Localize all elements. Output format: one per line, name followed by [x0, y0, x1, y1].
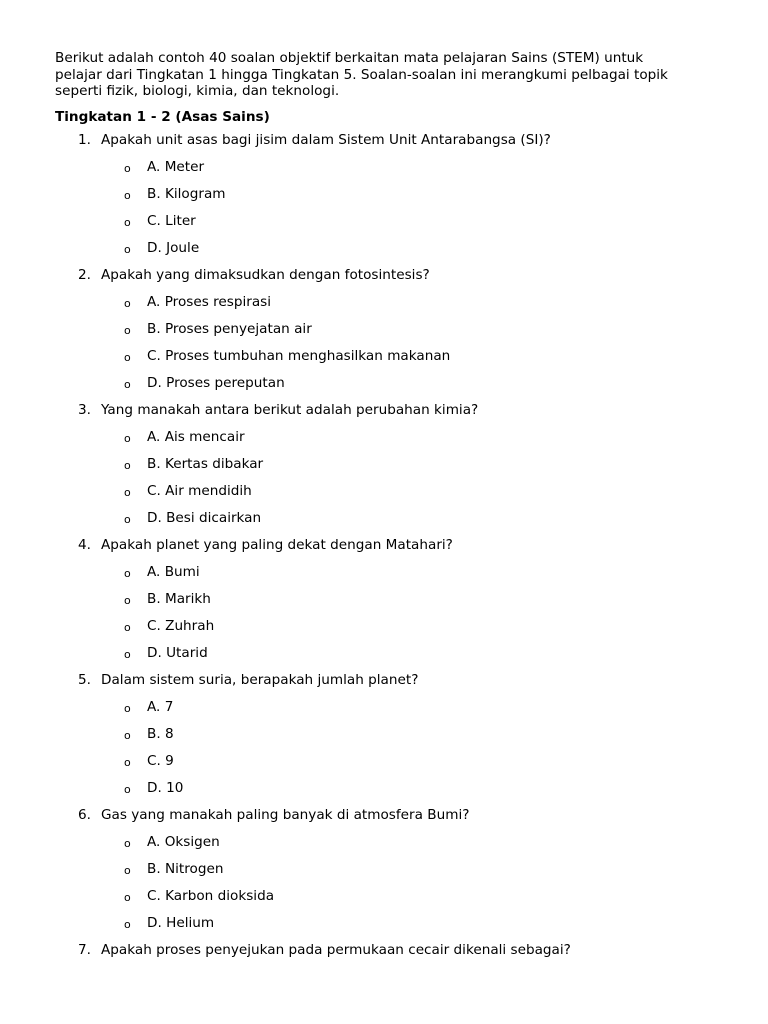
- circle-bullet-icon: o: [124, 836, 131, 850]
- option-text: C. Proses tumbuhan menghasilkan makanan: [147, 347, 451, 364]
- answer-option: [55, 699, 715, 726]
- option-text: A. Meter: [147, 158, 205, 175]
- option-text: C. 9: [147, 752, 174, 769]
- question-number: 1.: [78, 131, 91, 148]
- answer-option: [55, 186, 715, 213]
- circle-bullet-icon: o: [124, 620, 131, 634]
- question-item: [55, 807, 715, 942]
- circle-bullet-icon: o: [124, 728, 131, 742]
- option-text: A. 7: [147, 698, 174, 715]
- question-number: 6.: [78, 806, 91, 823]
- circle-bullet-icon: o: [124, 782, 131, 796]
- answer-option: [55, 753, 715, 780]
- option-text: C. Zuhrah: [147, 617, 215, 634]
- intro-line: seperti fizik, biologi, kimia, dan teknologi.: [55, 83, 340, 99]
- circle-bullet-icon: o: [124, 890, 131, 904]
- option-text: B. Kilogram: [147, 185, 226, 202]
- question-text: Apakah planet yang paling dekat dengan Matahari?: [101, 536, 453, 553]
- question-line: [55, 537, 715, 564]
- option-text: B. Nitrogen: [147, 860, 224, 877]
- option-text: A. Bumi: [147, 563, 200, 580]
- document-page: [55, 50, 715, 969]
- option-text: A. Ais mencair: [147, 428, 245, 445]
- answer-option: [55, 780, 715, 807]
- circle-bullet-icon: o: [124, 350, 131, 364]
- option-text: D. Helium: [147, 914, 215, 931]
- option-text: B. Kertas dibakar: [147, 455, 264, 472]
- circle-bullet-icon: o: [124, 863, 131, 877]
- circle-bullet-icon: o: [124, 701, 131, 715]
- question-number: 5.: [78, 671, 91, 688]
- intro-line: pelajar dari Tingkatan 1 hingga Tingkatan 5. Soalan-soalan ini merangkumi pelbagai topik: [55, 66, 668, 83]
- circle-bullet-icon: o: [124, 917, 131, 931]
- circle-bullet-icon: o: [124, 458, 131, 472]
- circle-bullet-icon: o: [124, 242, 131, 256]
- option-text: D. 10: [147, 779, 184, 796]
- option-text: B. Proses penyejatan air: [147, 320, 312, 337]
- answer-option: [55, 213, 715, 240]
- option-text: B. Marikh: [147, 590, 211, 607]
- answer-option: [55, 510, 715, 537]
- option-text: B. 8: [147, 725, 174, 742]
- question-number: 4.: [78, 536, 91, 553]
- question-text: Dalam sistem suria, berapakah jumlah planet?: [101, 671, 419, 688]
- question-text: Apakah proses penyejukan pada permukaan cecair dikenali sebagai?: [101, 941, 571, 958]
- circle-bullet-icon: o: [124, 485, 131, 499]
- question-text: Apakah yang dimaksudkan dengan fotosintesis?: [101, 266, 430, 283]
- circle-bullet-icon: o: [124, 161, 131, 175]
- intro-paragraph: [55, 50, 715, 100]
- option-text: A. Oksigen: [147, 833, 220, 850]
- answer-option: [55, 456, 715, 483]
- circle-bullet-icon: o: [124, 188, 131, 202]
- question-item: [55, 402, 715, 537]
- option-list: [55, 564, 715, 672]
- circle-bullet-icon: o: [124, 431, 131, 445]
- question-item: [55, 942, 715, 969]
- answer-option: [55, 429, 715, 456]
- question-line: [55, 672, 715, 699]
- option-list: [55, 699, 715, 807]
- answer-option: [55, 888, 715, 915]
- answer-option: [55, 861, 715, 888]
- option-list: [55, 834, 715, 942]
- option-text: D. Besi dicairkan: [147, 509, 262, 526]
- section-heading: Tingkatan 1 - 2 (Asas Sains): [55, 108, 270, 125]
- circle-bullet-icon: o: [124, 755, 131, 769]
- answer-option: [55, 240, 715, 267]
- question-line: [55, 402, 715, 429]
- circle-bullet-icon: o: [124, 377, 131, 391]
- circle-bullet-icon: o: [124, 512, 131, 526]
- circle-bullet-icon: o: [124, 647, 131, 661]
- answer-option: [55, 726, 715, 753]
- answer-option: [55, 564, 715, 591]
- question-text: Apakah unit asas bagi jisim dalam Sistem Unit Antarabangsa (SI)?: [101, 131, 551, 148]
- answer-option: [55, 348, 715, 375]
- answer-option: [55, 618, 715, 645]
- question-line: [55, 267, 715, 294]
- question-line: [55, 807, 715, 834]
- question-number: 3.: [78, 401, 91, 418]
- answer-option: [55, 645, 715, 672]
- question-number: 7.: [78, 941, 91, 958]
- question-item: [55, 267, 715, 402]
- option-list: [55, 159, 715, 267]
- question-line: [55, 942, 715, 969]
- answer-option: [55, 915, 715, 942]
- answer-option: [55, 483, 715, 510]
- option-text: D. Proses pereputan: [147, 374, 285, 391]
- option-text: A. Proses respirasi: [147, 293, 272, 310]
- intro-line: Berikut adalah contoh 40 soalan objektif berkaitan mata pelajaran Sains (STEM) untuk: [55, 50, 644, 66]
- answer-option: [55, 294, 715, 321]
- question-item: [55, 132, 715, 267]
- question-item: [55, 672, 715, 807]
- answer-option: [55, 834, 715, 861]
- question-text: Yang manakah antara berikut adalah perubahan kimia?: [101, 401, 479, 418]
- question-text: Gas yang manakah paling banyak di atmosfera Bumi?: [101, 806, 470, 823]
- option-text: D. Utarid: [147, 644, 208, 661]
- question-number: 2.: [78, 266, 91, 283]
- option-list: [55, 429, 715, 537]
- answer-option: [55, 321, 715, 348]
- answer-option: [55, 591, 715, 618]
- option-text: D. Joule: [147, 239, 200, 256]
- circle-bullet-icon: o: [124, 215, 131, 229]
- circle-bullet-icon: o: [124, 323, 131, 337]
- question-line: [55, 132, 715, 159]
- circle-bullet-icon: o: [124, 566, 131, 580]
- circle-bullet-icon: o: [124, 296, 131, 310]
- answer-option: [55, 375, 715, 402]
- answer-option: [55, 159, 715, 186]
- option-list: [55, 294, 715, 402]
- option-text: C. Karbon dioksida: [147, 887, 275, 904]
- circle-bullet-icon: o: [124, 593, 131, 607]
- option-text: C. Air mendidih: [147, 482, 252, 499]
- question-item: [55, 537, 715, 672]
- question-list: [55, 132, 715, 969]
- option-text: C. Liter: [147, 212, 196, 229]
